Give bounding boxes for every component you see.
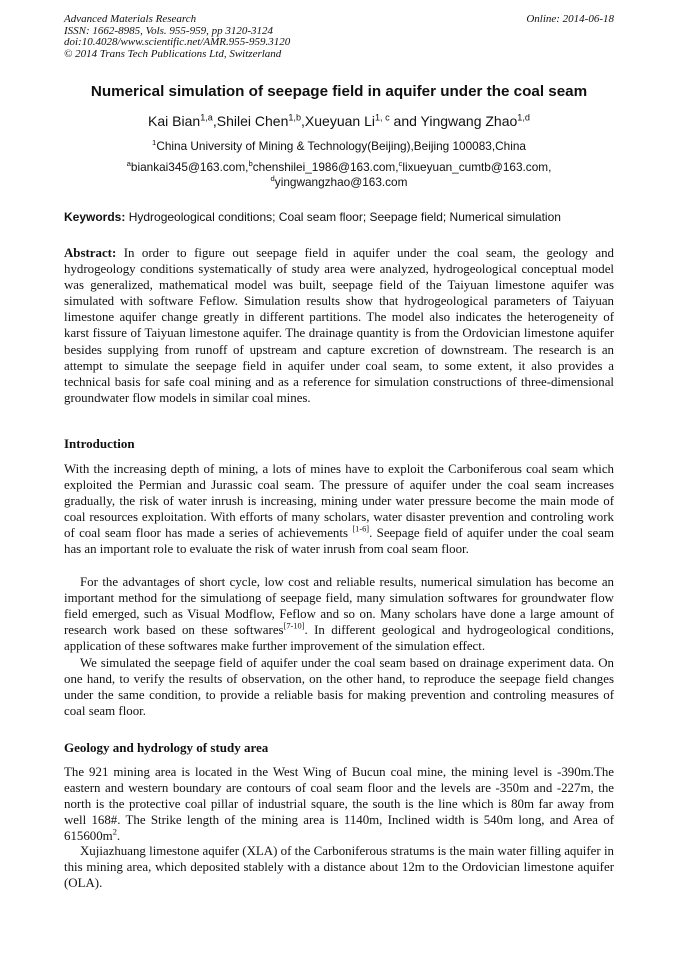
- paragraph-text: .: [116, 829, 121, 844]
- keywords-text: Hydrogeological conditions; Coal seam floor; Seepage field; Numerical simulation: [125, 210, 561, 224]
- issn-line: ISSN: 1662-8985, Vols. 955-959, pp 3120-3124: [64, 24, 273, 37]
- author-line: [64, 113, 614, 129]
- affiliation-text: China University of Mining & Technology(Beijing),Beijing 100083,China: [156, 139, 526, 153]
- geology-heading: Geology and hydrology of study area: [64, 740, 269, 755]
- author-superscript: 1,b: [288, 112, 302, 123]
- author-superscript: 1,d: [517, 112, 530, 123]
- paragraph-text: The 921 mining area is located in the West Wing of Bucun coal mine, the mining level is -390m.The eastern and western boundary are contours of coal seam floor and the levels are -350m and -227m, the north is the protective coal pillar of industrial square, the south is the line which is 80m far away from well 168#. The Strike length of the mining area is 1140m, Inclined width is 540m long, and Area of 615600m: [64, 765, 614, 844]
- email-address: chenshilei_1986@163.com,: [252, 160, 399, 174]
- email-superscript: d: [270, 174, 275, 184]
- paragraph-text: For the advantages of short cycle, low cost and reliable results, numerical simulation has become an important method for the simulationg of seepage field, many simulation softwares for groundwater flow field emerged, such as Visual Modflow, Feflow and so on. Many scholars have done a large amount of research work based on these softwares: [64, 575, 614, 638]
- author-name: and Yingwang Zhao: [389, 113, 518, 129]
- paragraph-text: With the increasing depth of mining, a lots of mines have to exploit the Carboniferous coal seam which exploited the Permian and Jurassic coal seam. The pressure of aquifer under the coal seam increases gradually, the risk of water inrush is increasing, mining under water pressure become the main mode of coal resources exploitation. With efforts of many scholars, water disaster prevention and controling work of coal seam floor has made a series of achievements: [64, 462, 614, 541]
- intro-paragraph-2: [64, 574, 614, 654]
- author-name: ,Shilei Chen: [212, 113, 289, 129]
- email-superscript: c: [398, 159, 403, 169]
- online-date: Online: 2014-06-18: [526, 13, 614, 25]
- keywords: [64, 210, 614, 224]
- email-superscript: b: [248, 159, 253, 169]
- affiliation-superscript: 1: [152, 138, 157, 148]
- author-superscript: 1,a: [200, 112, 213, 123]
- superscript: 2: [112, 828, 117, 838]
- author-name: Kai Bian: [148, 113, 201, 129]
- copyright-line: © 2014 Trans Tech Publications Ltd, Switzerland: [64, 47, 282, 60]
- geology-paragraph-2: Xujiazhuang limestone aquifer (XLA) of the Carboniferous stratums is the main water filling aquifer in this mining area, which deposited stablely with a distance about 12m to the Ordovician limestone aquifer (OLA).: [64, 844, 614, 891]
- email-line: [64, 175, 614, 190]
- email-address: biankai345@163.com,: [130, 160, 249, 174]
- citation: [7-10]: [283, 621, 305, 631]
- abstract: [64, 245, 614, 406]
- paper-title: Numerical simulation of seepage field in aquifer under the coal seam: [90, 83, 588, 100]
- email-address: yingwangzhao@163.com: [274, 175, 408, 189]
- abstract-label: Abstract:: [64, 246, 117, 260]
- journal-header: [64, 14, 290, 60]
- introduction-heading: Introduction: [64, 436, 135, 451]
- doi-line: doi:10.4028/www.scientific.net/AMR.955-959.3120: [64, 36, 291, 48]
- geology-paragraph-1: [64, 764, 614, 844]
- journal-name: Advanced Materials Research: [64, 13, 197, 25]
- author-superscript: 1, c: [374, 112, 390, 123]
- paragraph-text: . In different geological and hydrogeological conditions, application of these softwares make further improvement of the simulation effect.: [64, 623, 615, 654]
- email-list: [64, 160, 614, 190]
- keywords-label: Keywords:: [64, 210, 126, 224]
- intro-paragraph-1: [64, 461, 614, 558]
- email-line: [64, 160, 614, 175]
- paragraph-text: . Seepage field of aquifer under the coal seam has an important role to evaluate the risk of water inrush from coal seam floor.: [64, 526, 614, 557]
- citation: [1-6]: [352, 525, 370, 535]
- abstract-text: In order to figure out seepage field in aquifer under the coal seam, the geology and hydrogeology conditions systematically of study area were analyzed, hydrogeological conceptual model was generalized, mathematical model was built, seepage field of the Taiyuan limestone aquifer was simulated with software Feflow. Simulation results show that hydrogeological parameters of Taiyuan limestone aquifer change greatly in different partitions. The model also indicates the heterogeneity of karst fissure of Taiyuan limestone aquifer. The drainage quantity is from the Ordovician limestone aquifer besides supplying from runoff of upstream and capture excretion of downstream. The research is an attempt to simulate the seepage field in aquifer under coal seam, to some extent, it also provides a technical basis for safe coal mining and as a reference for simulation constructions of three-dimensional groundwater flow models in similar coal mines.: [64, 246, 614, 405]
- affiliation: [64, 139, 614, 153]
- author-name: ,Xueyuan Li: [301, 113, 375, 129]
- email-address: lixueyuan_cumtb@163.com,: [402, 160, 552, 174]
- intro-paragraph-3: We simulated the seepage field of aquifer under the coal seam based on drainage experiment data. On one hand, to verify the results of observation, on the other hand, to reproduce the seepage field changes under the same condition, to provide a reliable basis for making prevention and controling measures of coal seam floor.: [64, 656, 614, 719]
- email-superscript: a: [126, 159, 131, 169]
